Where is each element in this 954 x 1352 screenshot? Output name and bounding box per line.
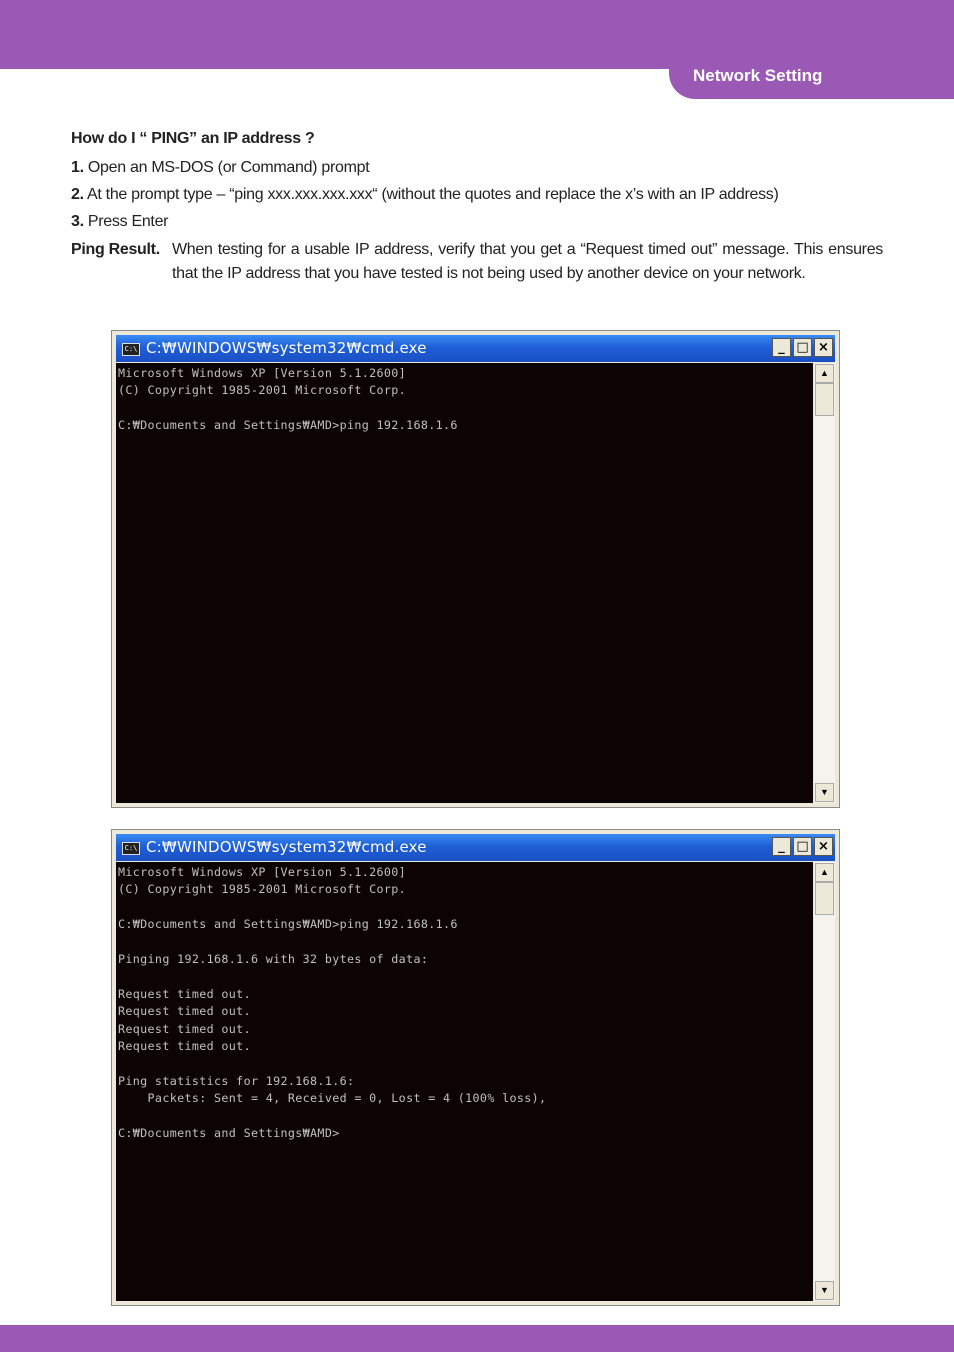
step-number: 2. <box>71 186 84 203</box>
scroll-down-arrow-icon[interactable]: ▼ <box>815 783 834 802</box>
section-label: Network Setting <box>693 66 823 85</box>
minimize-button[interactable]: _ <box>772 338 791 357</box>
maximize-button[interactable]: □ <box>793 837 812 856</box>
vertical-scrollbar[interactable] <box>814 363 835 803</box>
maximize-button[interactable]: □ <box>793 338 812 357</box>
vertical-scrollbar[interactable] <box>814 862 835 1301</box>
step-text: At the prompt type – “ping xxx.xxx.xxx.xxx“ (without the quotes and replace the x’s with an IP address) <box>87 186 779 203</box>
cmd-window-after <box>111 829 840 1306</box>
step-1 <box>71 157 883 178</box>
ping-result <box>71 238 883 286</box>
step-2 <box>71 184 883 205</box>
window-titlebar[interactable] <box>116 834 835 861</box>
window-title: C:₩WINDOWS₩system32₩cmd.exe <box>146 838 427 856</box>
window-title: C:₩WINDOWS₩system32₩cmd.exe <box>146 339 427 357</box>
article <box>71 130 883 286</box>
scroll-up-arrow-icon[interactable]: ▲ <box>815 364 834 383</box>
cmd-icon: C:\ <box>122 842 140 855</box>
header-band <box>0 0 954 69</box>
ping-result-label: Ping Result. <box>71 241 160 258</box>
scroll-down-arrow-icon[interactable]: ▼ <box>815 1281 834 1300</box>
step-number: 1. <box>71 159 84 176</box>
console-output[interactable]: Microsoft Windows XP [Version 5.1.2600] (C) Copyright 1985-2001 Microsoft Corp. C:₩Documents and Settings₩AMD>ping 192.168.1.6 <box>116 363 813 803</box>
footer-band <box>0 1325 954 1352</box>
section-tab <box>669 60 954 99</box>
window-titlebar[interactable] <box>116 335 835 362</box>
step-3 <box>71 211 883 232</box>
cmd-window-before <box>111 330 840 808</box>
scroll-thumb[interactable] <box>815 882 834 915</box>
cmd-icon: C:\ <box>122 343 140 356</box>
console-output[interactable]: Microsoft Windows XP [Version 5.1.2600] (C) Copyright 1985-2001 Microsoft Corp. C:₩Documents and Settings₩AMD>ping 192.168.1.6 Pinging 192.168.1.6 with 32 bytes of data: Request timed out. Request timed out. Request timed out. Request timed out. Ping statistics for 192.168.1.6: Packets: Sent = 4, Received = 0, Lost = 4 (100% loss), C:₩Documents and Settings₩AMD> <box>116 862 813 1301</box>
close-button[interactable]: × <box>814 837 833 856</box>
scroll-thumb[interactable] <box>815 383 834 416</box>
step-text: Open an MS-DOS (or Command) prompt <box>87 159 370 176</box>
ping-result-text: When testing for a usable IP address, verify that you get a “Request timed out” message. This ensures that the IP address that you have tested is not being used by another device on your network. <box>172 241 883 282</box>
article-heading: How do I “ PING” an IP address ? <box>71 130 315 147</box>
step-number: 3. <box>71 213 84 230</box>
step-text: Press Enter <box>87 213 169 230</box>
minimize-button[interactable]: _ <box>772 837 791 856</box>
scroll-up-arrow-icon[interactable]: ▲ <box>815 863 834 882</box>
close-button[interactable]: × <box>814 338 833 357</box>
